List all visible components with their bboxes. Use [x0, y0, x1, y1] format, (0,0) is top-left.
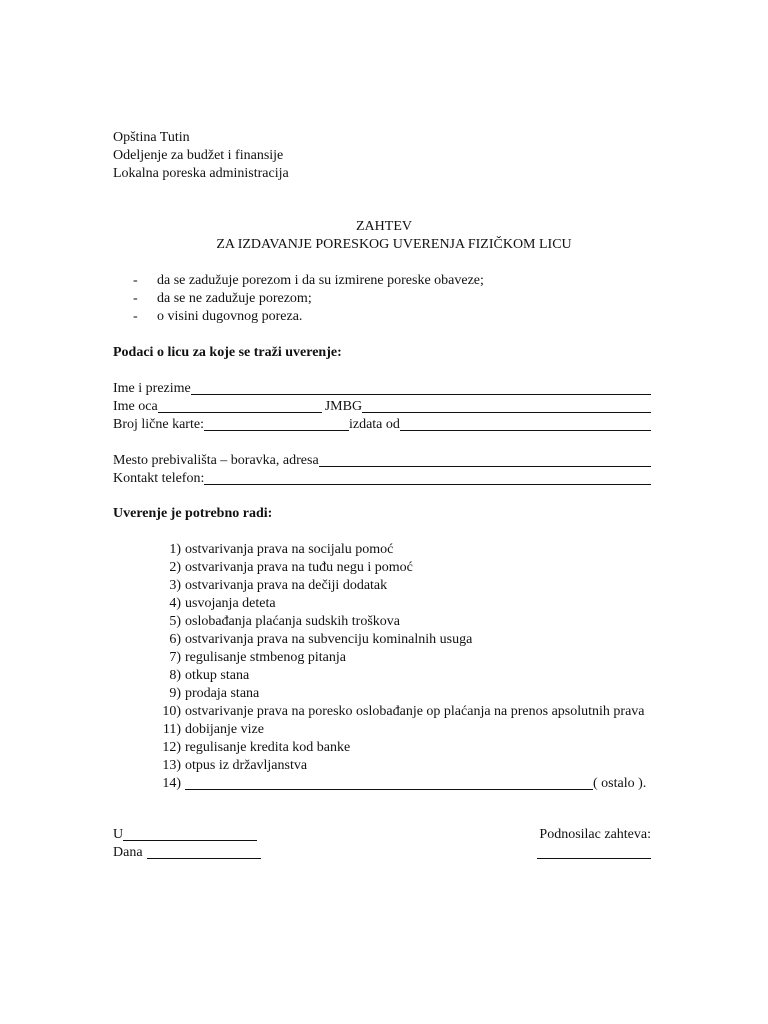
item-text: ostvarivanja prava na subvenciju kominalnih usuga — [185, 632, 473, 647]
title-line-1: ZAHTEV — [356, 219, 412, 234]
item-text: ostvarivanja prava na socijalu pomoć — [185, 542, 394, 557]
list-item — [113, 613, 653, 631]
field-row-name — [113, 380, 651, 398]
applicant-label: Podnosilac zahteva: — [539, 827, 651, 842]
signature-block — [113, 826, 651, 862]
date-field — [113, 844, 261, 862]
list-item-other — [113, 775, 653, 793]
item-text: otpus iz državljanstva — [185, 758, 308, 773]
father-blank-line[interactable] — [158, 399, 322, 413]
item-number: 11) — [162, 722, 181, 737]
item-number: 14) — [162, 776, 181, 791]
item-number: 1) — [169, 542, 181, 557]
bullet-dash: - — [133, 309, 138, 324]
issuer-block — [113, 129, 289, 183]
item-text: ostvarivanja prava na dečiji dodatak — [185, 578, 388, 593]
reason-list — [113, 541, 653, 793]
footer-row-1 — [113, 826, 651, 844]
jmbg-blank-line[interactable] — [362, 399, 651, 413]
item-number: 6) — [169, 632, 181, 647]
list-item — [113, 595, 653, 613]
item-text: prodaja stana — [185, 686, 260, 701]
field-row-phone — [113, 470, 651, 488]
section-heading-reason: Uverenje je potrebno radi: — [113, 506, 273, 521]
list-item — [113, 541, 653, 559]
item-text: oslobađanja plaćanja sudskih troškova — [185, 614, 401, 629]
list-item — [113, 649, 653, 667]
field-label-phone: Kontakt telefon: — [113, 471, 205, 486]
item-text: dobijanje vize — [185, 722, 264, 737]
residence-blank-line[interactable] — [319, 453, 651, 467]
item-number: 8) — [169, 668, 181, 683]
bullet-dash: - — [133, 273, 138, 288]
bullet-dash: - — [133, 291, 138, 306]
field-label-jmbg: JMBG — [324, 399, 363, 414]
item-number: 12) — [162, 740, 181, 755]
item-number: 4) — [169, 596, 181, 611]
purpose-option-text: da se ne zadužuje porezom; — [157, 291, 312, 306]
item-number: 13) — [162, 758, 181, 773]
place-field — [113, 826, 257, 844]
issuer-municipality: Opština Tutin — [113, 130, 190, 145]
list-item — [113, 559, 653, 577]
id-card-blank-line[interactable] — [204, 417, 349, 431]
item-number: 2) — [169, 560, 181, 575]
item-text: regulisanje kredita kod banke — [185, 740, 351, 755]
item-number: 7) — [169, 650, 181, 665]
item-number: 3) — [169, 578, 181, 593]
field-label-id-card: Broj lične karte: — [113, 417, 204, 432]
place-blank-line[interactable] — [123, 827, 257, 841]
field-label-date: Dana — [113, 845, 143, 860]
item-text: regulisanje stmbenog pitanja — [185, 650, 346, 665]
signature-blank-line[interactable] — [537, 845, 651, 859]
footer-row-2 — [113, 844, 651, 862]
purpose-option — [113, 272, 484, 290]
list-item — [113, 631, 653, 649]
document-title — [0, 218, 768, 254]
item-text: usvojanja deteta — [185, 596, 276, 611]
purpose-options-list — [113, 272, 484, 326]
issuer-department: Odeljenje za budžet i finansije — [113, 148, 284, 163]
field-row-id-card — [113, 416, 651, 434]
field-label-name: Ime i prezime — [113, 381, 191, 396]
field-label-place: U — [113, 827, 124, 842]
item-number: 9) — [169, 686, 181, 701]
other-reason-suffix: ( ostalo ). — [593, 776, 647, 791]
purpose-option-text: o visini dugovnog poreza. — [157, 309, 303, 324]
field-row-residence — [113, 452, 651, 470]
item-text: otkup stana — [185, 668, 250, 683]
item-text: ostvarivanje prava na poresko oslobađanje op plaćanja na prenos apsolutnih prava — [185, 704, 645, 719]
field-label-residence: Mesto prebivališta – boravka, adresa — [113, 453, 319, 468]
item-text: ostvarivanja prava na tuđu negu i pomoć — [185, 560, 413, 575]
issuer-tax-administration: Lokalna poreska administracija — [113, 166, 289, 181]
date-blank-line[interactable] — [147, 845, 261, 859]
other-reason-blank-line[interactable] — [185, 776, 593, 790]
issued-by-blank-line[interactable] — [400, 417, 651, 431]
field-row-father-jmbg — [113, 398, 651, 416]
list-item — [113, 685, 653, 703]
section-heading-person: Podaci o licu za koje se traži uverenje: — [113, 345, 342, 360]
name-blank-line[interactable] — [191, 381, 651, 395]
list-item — [113, 757, 653, 775]
list-item — [113, 577, 653, 595]
list-item — [113, 721, 653, 739]
field-label-father: Ime oca — [113, 399, 158, 414]
item-number: 10) — [162, 704, 181, 719]
purpose-option — [113, 308, 484, 326]
list-item — [113, 739, 653, 757]
field-label-issued-by: izdata od — [348, 417, 400, 432]
title-line-2: ZA IZDAVANJE PORESKOG UVERENJA FIZIČKOM LICU — [216, 237, 572, 252]
person-fields — [113, 380, 651, 488]
purpose-option — [113, 290, 484, 308]
purpose-option-text: da se zadužuje porezom i da su izmirene poreske obaveze; — [157, 273, 484, 288]
list-item — [113, 667, 653, 685]
list-item — [113, 703, 653, 721]
item-number: 5) — [169, 614, 181, 629]
phone-blank-line[interactable] — [204, 471, 651, 485]
